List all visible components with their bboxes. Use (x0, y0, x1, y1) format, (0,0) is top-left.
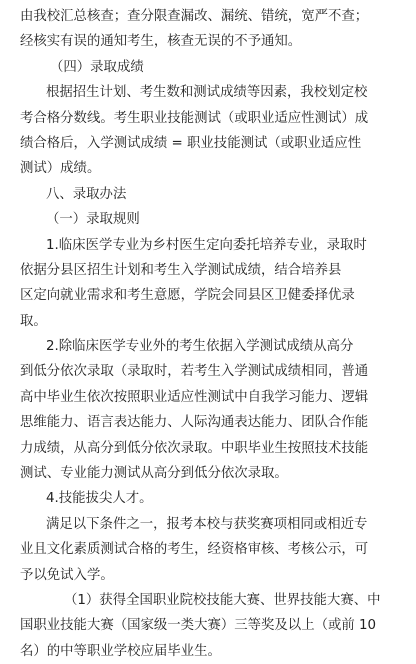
section-heading: 4.技能拔尖人才。 (46, 491, 153, 507)
text-line: 依据分县区招生计划和考生入学测试成绩，结合培养县 (20, 262, 342, 278)
text-line: 国职业技能大赛（国家级一类大赛）三等奖及以上（或前 10 (20, 618, 377, 634)
text-line: 由我校汇总核查；查分限查漏改、漏统、错统，宽严不查； (20, 9, 369, 24)
text-line: 名）的中等职业学校应届毕业生。 (20, 643, 221, 659)
text-line: 予以免试入学。 (20, 567, 114, 583)
text-line: 考合格分数线。考生职业技能测试（或职业适应性测试）成 (20, 110, 369, 126)
text-line: 高中毕业生依次按照职业适应性测试中自我学习能力、逻辑 (20, 389, 369, 405)
text-line: 1.临床医学专业为乡村医生定向委托培养专业，录取时 (46, 237, 367, 253)
text-line: 根据招生计划、考生数和测试成绩等因素，我校划定校 (46, 85, 368, 101)
section-heading: （一）录取规则 (46, 212, 140, 228)
text-line: 到低分依次录取（录取时，若考生入学测试成绩相同，普通 (20, 364, 369, 380)
text-line: 测试、专业能力测试从高分到低分依次录取。 (20, 466, 288, 482)
section-heading: 八、录取办法 (46, 186, 127, 202)
document-body (20, 4, 404, 664)
section-heading: （四）录取成绩 (50, 59, 144, 75)
text-line: 取。 (20, 313, 47, 329)
text-line: 满足以下条件之一，报考本校与获奖赛项相同或相近专 (46, 516, 368, 532)
text-line: 经核实有误的通知考生，核查无误的不予通知。 (20, 34, 302, 50)
text-line: 力成绩，从高分到低分依次录取。中职毕业生按照技术技能 (20, 440, 369, 456)
text-line: 业且文化素质测试合格的考生，经资格审核、考核公示，可 (20, 542, 369, 558)
text-line: 绩合格后，入学测试成绩 = 职业技能测试（或职业适应性 (20, 135, 362, 151)
text-line: 2.除临床医学专业外的考生依据入学测试成绩从高分 (46, 339, 354, 355)
text-line: 区定向就业需求和考生意愿，学院会同县区卫健委择优录 (20, 288, 355, 304)
text-line: 测试）成绩。 (20, 161, 101, 177)
text-line: （1）获得全国职业院校技能大赛、世界技能大赛、中 (64, 592, 381, 608)
text-line: 思维能力、语言表达能力、人际沟通表达能力、团队合作能 (20, 415, 369, 431)
